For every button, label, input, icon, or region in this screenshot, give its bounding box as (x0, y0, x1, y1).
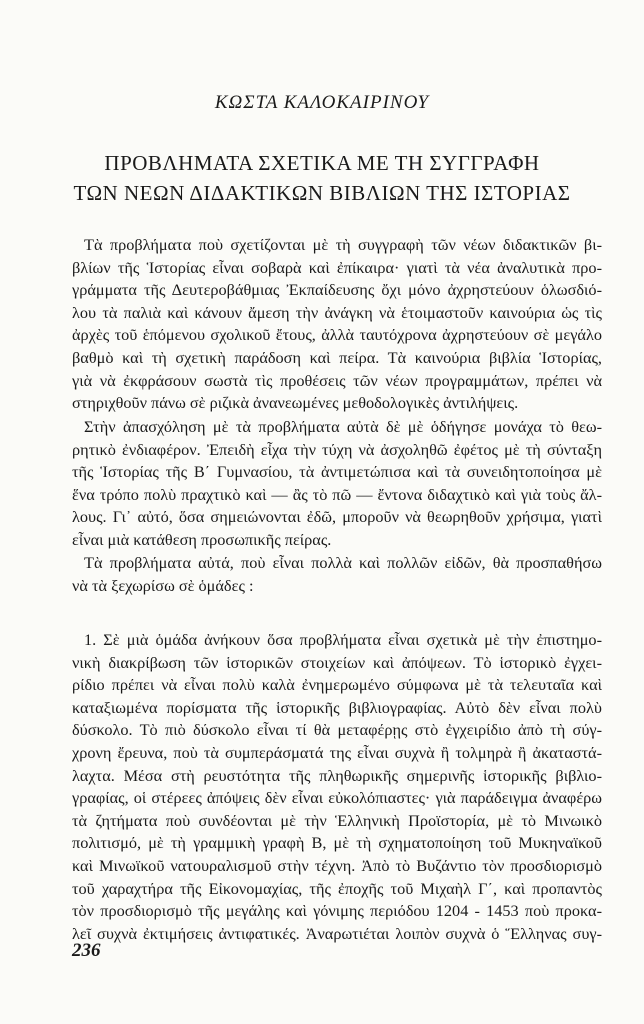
text-line: γραφίας, οἱ στέρεες ἀπόψεις δὲν εἶναι εὐκολόπιαστες· γιὰ παράδειγμα ἀναφέρω (72, 788, 602, 808)
text-line: καταξιωμένα πορίσματα τῆς ἱστορικῆς βιβλιογραφίας. Αὐτὸ δὲν εἶναι πολὺ (72, 697, 602, 717)
text-line: Τὰ προβλήματα ποὺ σχετίζονται μὲ τὴ συγγραφὴ τῶν νέων διδακτικῶν βι- (84, 235, 602, 254)
text-line: εἶναι μιὰ κατάθεση προσωπικῆς πείρας. (72, 529, 332, 549)
text-line: πολιτισμό, μὲ τὴ γραμμικὴ γραφὴ Β, μὲ τὴ σχηματοποίηση τοῦ Μυκηναϊκοῦ (72, 833, 602, 853)
text-line: ἀρχὲς τοῦ ἑπόμενου σχολικοῦ ἔτους, ἀλλὰ ταυτόχρονα ἀχρηστεύουν σὲ μεγάλο (72, 325, 602, 345)
text-line: Στὴν ἀπασχόληση μὲ τὰ προβλήματα αὐτὰ δὲ μὲ ὁδήγησε μονάχα τὸ θεω- (84, 417, 602, 436)
text-line: λου τὰ παλιὰ καὶ κάνουν ἄμεση τὴν ἀνάγκη νὰ ἑτοιμαστοῦν καινούρια ὡς τὶς (72, 302, 602, 322)
paragraph-2 (72, 416, 602, 552)
text-line: γιὰ νὰ ἐκφράσουν σωστὰ τὶς προθέσεις τῶν νέων προγραμμάτων, πρέπει νὰ (72, 370, 602, 390)
text-line: Τὰ προβλήματα αὐτά, ποὺ εἶναι πολλὰ καὶ πολλῶν εἰδῶν, θὰ προσπαθήσω (84, 553, 602, 572)
text-line: τῆς Ἱστορίας τῆς Β΄ Γυμνασίου, τὰ ἀντιμετώπισα καὶ τὰ συνειδητοποίησα μὲ (72, 462, 602, 482)
text-line: ἕνα τρόπο πολὺ πραχτικὸ καὶ — ἂς τὸ πῶ — ἔντονα διδαχτικὸ καὶ γιὰ τοὺς ἄλ- (72, 484, 602, 504)
text-line: 1. Σὲ μιὰ ὁμάδα ἀνήκουν ὅσα προβλήματα εἶναι σχετικὰ μὲ τὴν ἐπιστημο- (84, 630, 602, 649)
text-line: βλίων τῆς Ἱστορίας εἶναι σοβαρὰ καὶ ἐπίκαιρα· γιατὶ τὰ νέα ἀναλυτικὰ προ- (72, 257, 602, 277)
text-line: χρονη ἔρευνα, ποὺ τὰ συμπεράσματά της εἶναι συχνὰ ἢ τολμηρὰ ἢ ἀκαταστά- (72, 742, 602, 762)
text-line: νὰ τὰ ξεχωρίσω σὲ ὁμάδες : (72, 575, 254, 595)
page-number: 236 (72, 940, 101, 961)
text-line: λαχτα. Μέσα στὴ ρευστότητα τῆς πληθωρικῆς σημερινῆς ἱστορικῆς βιβλιο- (72, 765, 602, 785)
text-line: στηριχθοῦν πάνω σὲ ριζικὰ ἀνανεωμένες μεθοδολογικὲς ἀντιλήψεις. (72, 393, 519, 413)
text-line: ρίδιο πρέπει νὰ εἶναι πολὺ καλὰ ἐνημερωμένο σύμφωνα μὲ τὰ τελευταῖα καὶ (72, 675, 602, 695)
paragraph-3 (72, 552, 602, 597)
text-line: ρητικὸ ἐνδιαφέρον. Ἐπειδὴ εἶχα τὴν τύχη νὰ ἀσχοληθῶ ἐφέτος μὲ τὴ σύνταξη (72, 439, 602, 459)
text-line: τὸν προσδιορισμὸ τῆς μεγάλης καὶ γόνιμης περιόδου 1204 - 1453 ποὺ προκα- (72, 901, 602, 921)
article-title (0, 148, 644, 208)
author-name: ΚΩΣΤΑ ΚΑΛΟΚΑΙΡΙΝΟΥ (214, 92, 430, 113)
text-line: νικὴ διακρίβωση τῶν ἱστορικῶν στοιχείων καὶ ἀπόψεων. Τὸ ἱστορικὸ ἐγχει- (72, 652, 602, 672)
title-line-2: ΤΩΝ ΝΕΩΝ ΔΙΔΑΚΤΙΚΩΝ ΒΙΒΛΙΩΝ ΤΗΣ ΙΣΤΟΡΙΑΣ (73, 181, 571, 205)
text-line: λους. Γι᾽ αὐτό, ὅσα σημειώνονται ἐδῶ, μποροῦν νὰ θεωρηθοῦν χρήσιμα, γιατὶ (72, 507, 602, 527)
text-line: τοῦ χαραχτήρα τῆς Εἰκονομαχίας, τῆς ἐποχῆς τοῦ Μιχαὴλ Γ΄, καὶ προπαντὸς (72, 878, 602, 898)
text-line: καὶ Μινωϊκοῦ νατουραλισμοῦ στὴν τέχνη. Ἀπὸ τὸ Βυζάντιο τὸν προσδιορισμὸ (72, 855, 602, 875)
text-line: τὰ ζητήματα ποὺ συνδέονται μὲ τὴν Ἑλληνικὴ Προϊστορία, μὲ τὸ Μινωικὸ (72, 810, 602, 830)
section-1-paragraph (72, 629, 602, 945)
text-line: λεῖ συχνὰ ἐκτιμήσεις ἀντιφατικές. Ἀναρωτιέται λοιπὸν συχνὰ ὁ Ἕλληνας συγ- (72, 923, 602, 943)
title-line-1: ΠΡΟΒΛΗΜΑΤΑ ΣΧΕΤΙΚΑ ΜΕ ΤΗ ΣΥΓΓΡΑΦΗ (104, 151, 540, 175)
text-line: γράμματα τῆς Δευτεροβάθμιας Ἐκπαίδευσης ὄχι μόνο ἀχρηστεύουν ὁλωσδιό- (72, 280, 602, 300)
text-line: βαθμὸ καὶ τὴ σχετικὴ παράδοση καὶ πείρα. Τὰ καινούρια βιβλία Ἱστορίας, (72, 347, 602, 367)
text-line: δύσκολο. Τὸ πιὸ δύσκολο εἶναι τί θὰ μεταφέρῃς στὸ ἐγχειρίδιο ἀπὸ τὴ σύγ- (72, 720, 602, 740)
paragraph-1 (72, 234, 602, 415)
